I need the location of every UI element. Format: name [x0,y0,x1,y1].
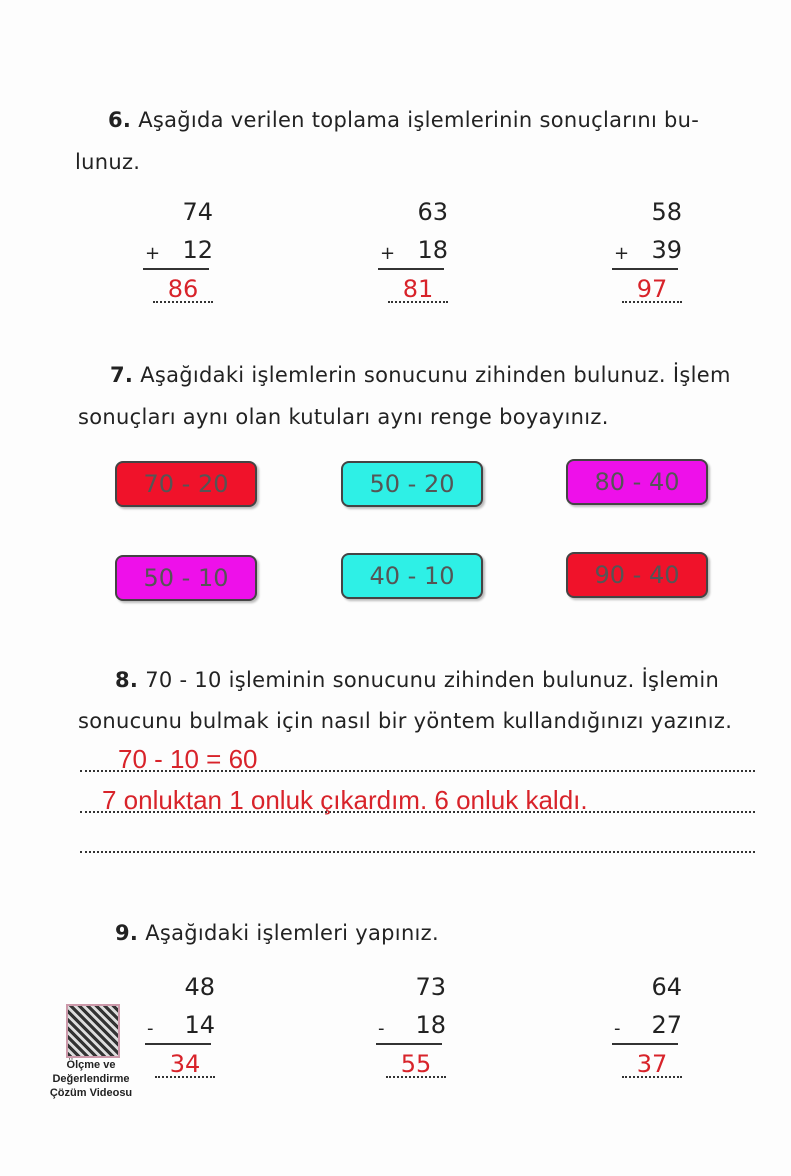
sum-line [612,1043,678,1045]
q6-text-2: lunuz. [75,150,141,174]
box-label: 40 - 10 [369,562,455,590]
color-box[interactable] [115,555,257,601]
box-label: 90 - 40 [594,561,680,589]
q8-text-2: sonucunu bulmak için nasıl bir yöntem kullandığınızı yazınız. [78,709,733,733]
operand-a: 64 [651,973,682,1001]
operator: + [614,243,630,264]
sum-line [376,1043,442,1045]
sum-line [145,1043,211,1045]
operator: - [378,1018,385,1039]
qr-code-icon[interactable] [66,1004,120,1058]
color-box[interactable] [115,461,257,507]
box-label: 50 - 20 [369,470,455,498]
operand-b: 27 [651,1011,682,1039]
operator: + [145,243,161,264]
sum-line [612,268,678,270]
operator: - [147,1018,154,1039]
box-label: 50 - 10 [143,564,229,592]
box-label: 80 - 40 [594,468,680,496]
operator: + [380,243,396,264]
color-box[interactable] [341,553,483,599]
color-box[interactable] [566,459,708,505]
answer[interactable]: 55 [386,1052,446,1078]
operand-a: 73 [415,973,446,1001]
operand-a: 48 [184,973,215,1001]
operand-a: 58 [651,198,682,226]
q8-text: 8. 70 - 10 işleminin sonucunu zihinden bulunuz. İşlemin [115,668,720,692]
operand-a: 74 [182,198,213,226]
box-label: 70 - 20 [143,470,229,498]
q6-text: 6. Aşağıda verilen toplama işlemlerinin sonuçlarını bu- [108,108,700,132]
answer[interactable]: 97 [622,277,682,303]
q9-text: 9. Aşağıdaki işlemleri yapınız. [115,921,439,945]
operator: - [614,1018,621,1039]
q7-text: 7. Aşağıdaki işlemlerin sonucunu zihinden bulunuz. İşlem [110,363,731,387]
operand-a: 63 [417,198,448,226]
answer[interactable]: 81 [388,277,448,303]
answer-line[interactable] [80,851,755,853]
color-box[interactable] [566,552,708,598]
color-box[interactable] [341,461,483,507]
operand-b: 39 [651,236,682,264]
operand-b: 18 [417,236,448,264]
answer[interactable]: 37 [622,1052,682,1078]
answer[interactable]: 86 [153,277,213,303]
handwritten-answer-1: 70 - 10 = 60 [118,744,258,774]
qr-caption: Ölçme ve Değerlendirme Çözüm Videosu [49,1059,133,1099]
operand-b: 14 [184,1011,215,1039]
sum-line [143,268,209,270]
sum-line [378,268,444,270]
handwritten-answer-2: 7 onluktan 1 onluk çıkardım. 6 onluk kaldı. [102,785,588,815]
answer[interactable]: 34 [155,1052,215,1078]
operand-b: 12 [182,236,213,264]
operand-b: 18 [415,1011,446,1039]
q7-text-2: sonuçları aynı olan kutuları aynı renge boyayınız. [78,405,609,429]
